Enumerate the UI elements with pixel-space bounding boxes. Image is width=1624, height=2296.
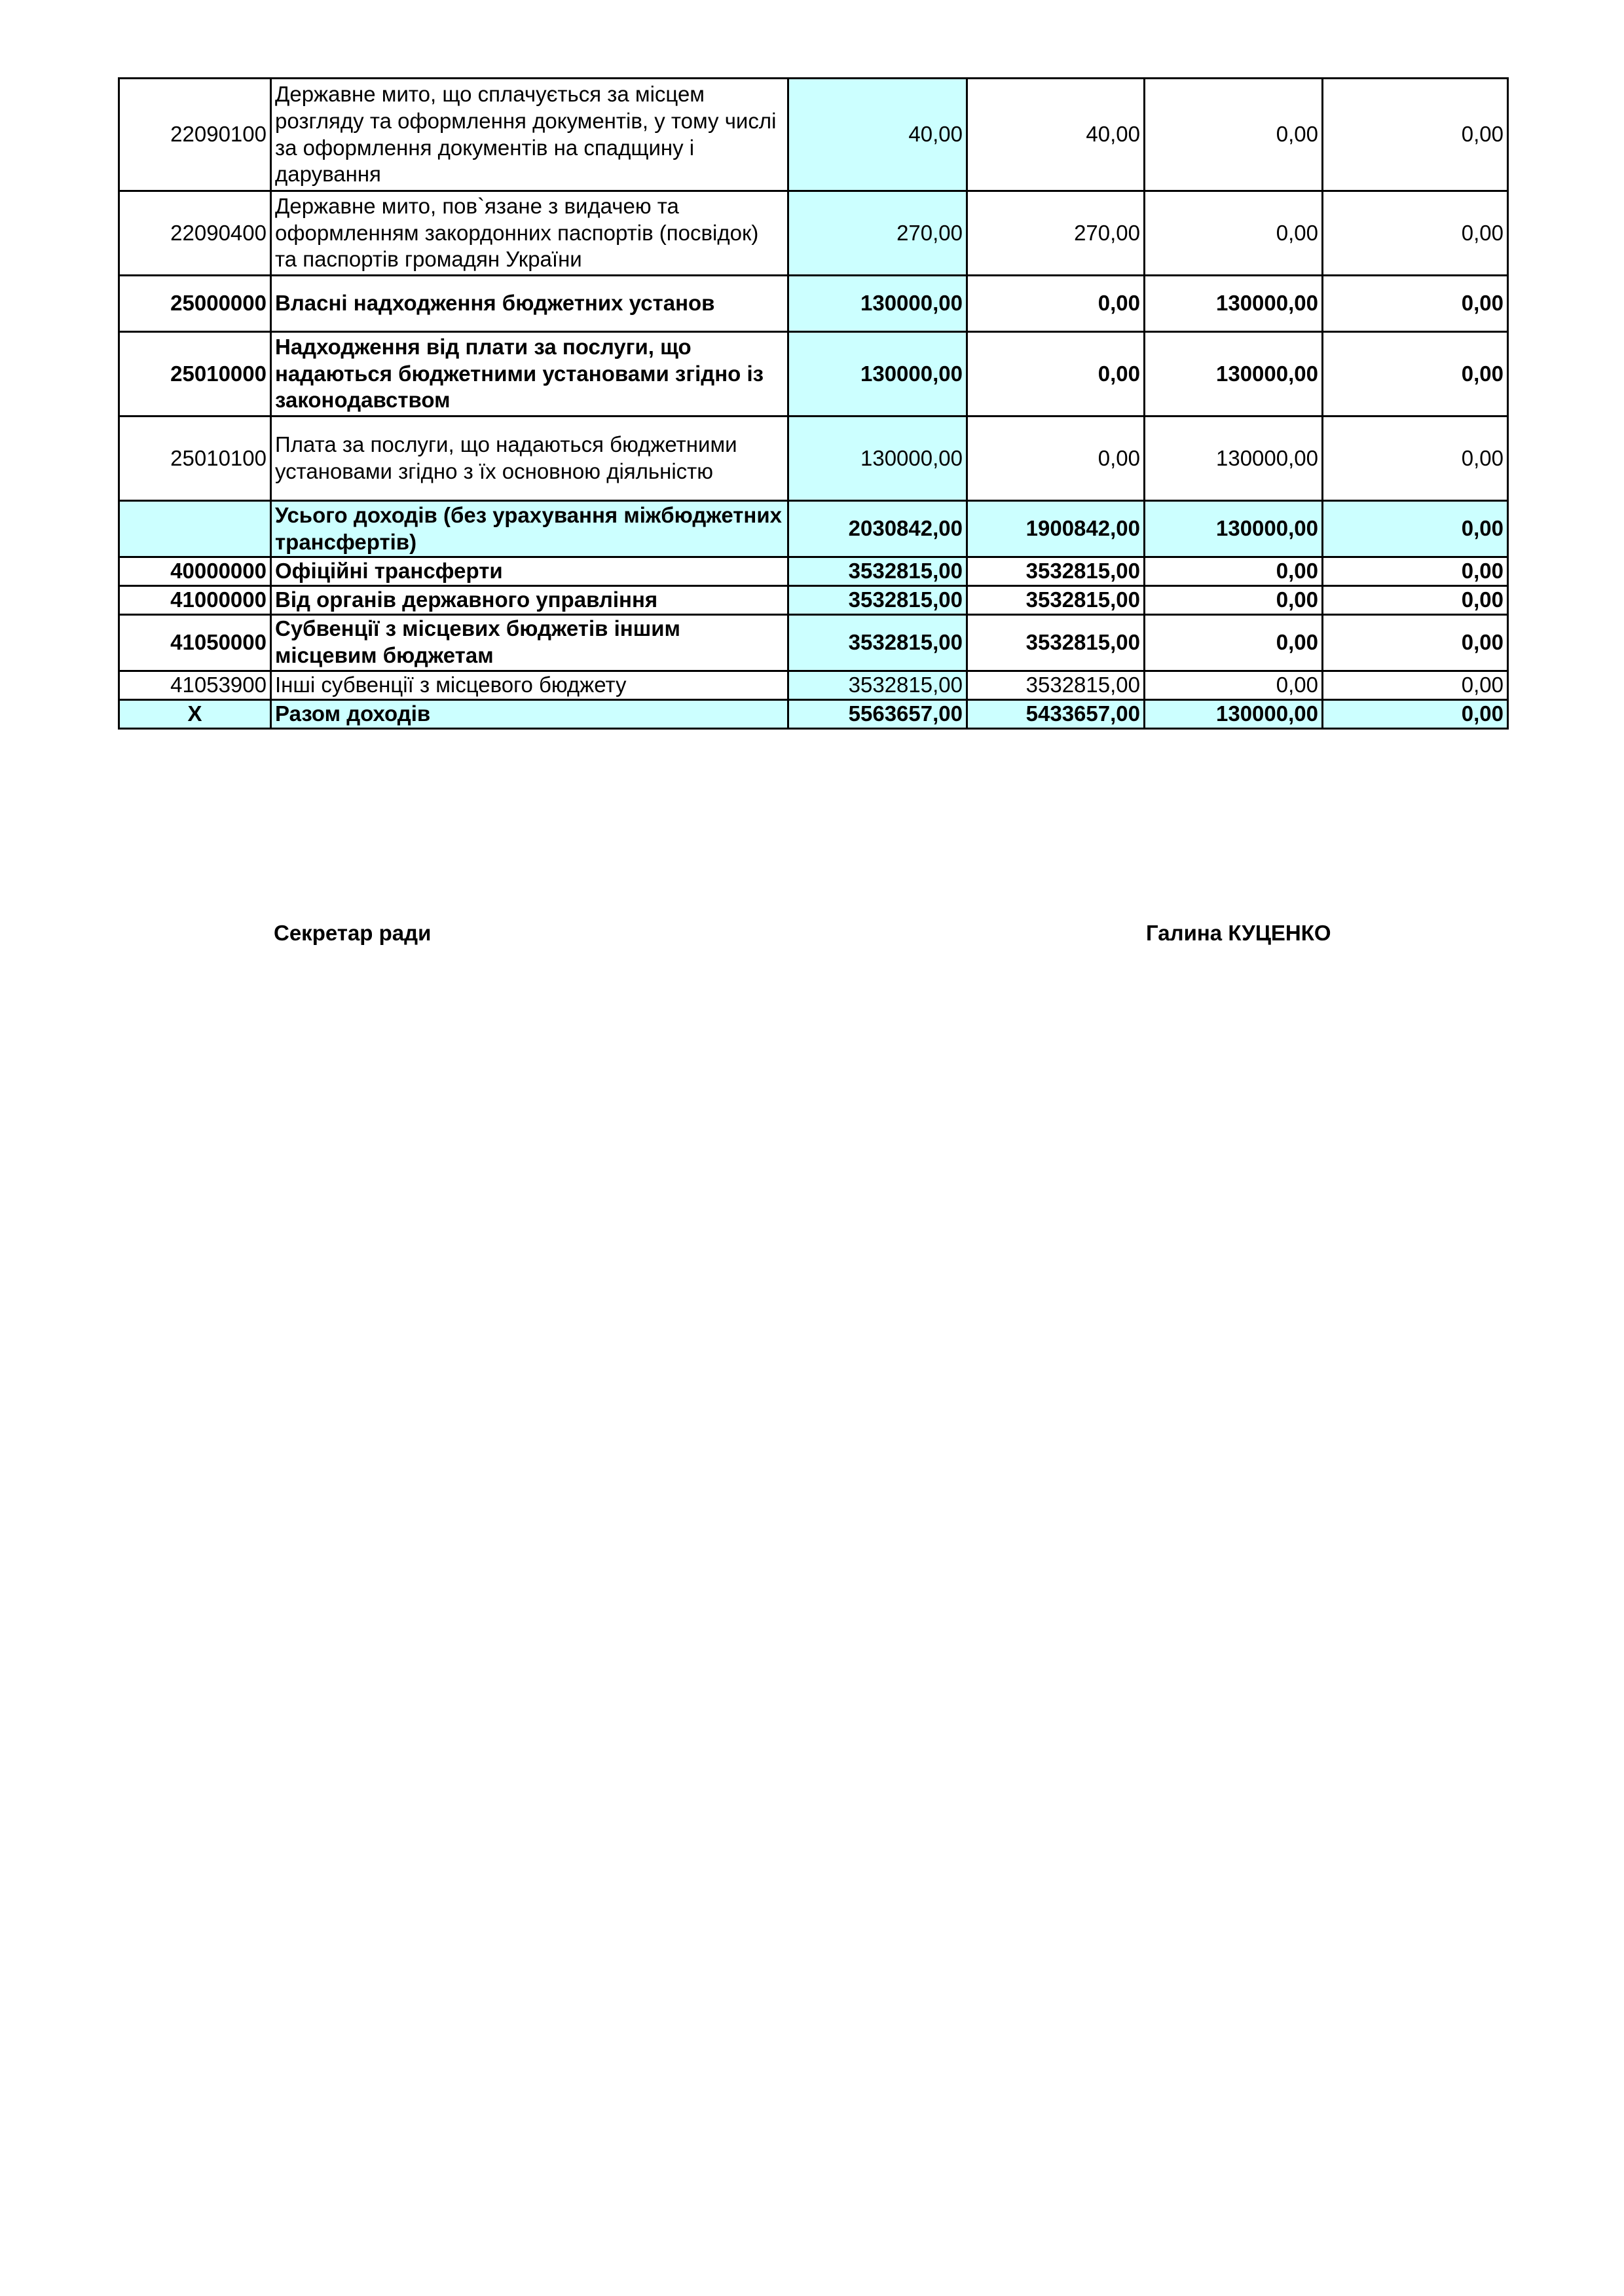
row-general-fund: 270,00 xyxy=(967,191,1145,276)
row-name: Власні надходження бюджетних установ xyxy=(271,276,788,332)
table-row xyxy=(119,557,1508,586)
row-general-fund: 3532815,00 xyxy=(967,671,1145,699)
row-total: 2030842,00 xyxy=(788,501,967,557)
row-total: 130000,00 xyxy=(788,332,967,417)
row-code: 40000000 xyxy=(119,557,271,586)
table-row xyxy=(119,332,1508,417)
table-row xyxy=(119,614,1508,671)
row-general-fund: 3532815,00 xyxy=(967,614,1145,671)
table-row xyxy=(119,585,1508,614)
table-row xyxy=(119,417,1508,501)
table-row xyxy=(119,699,1508,728)
row-development-budget: 0,00 xyxy=(1323,191,1508,276)
row-special-fund: 0,00 xyxy=(1145,585,1323,614)
table-row xyxy=(119,276,1508,332)
row-special-fund: 0,00 xyxy=(1145,79,1323,191)
table-row xyxy=(119,191,1508,276)
row-development-budget: 0,00 xyxy=(1323,557,1508,586)
row-code: 25010100 xyxy=(119,417,271,501)
row-total: 3532815,00 xyxy=(788,585,967,614)
row-special-fund: 0,00 xyxy=(1145,614,1323,671)
row-development-budget: 0,00 xyxy=(1323,276,1508,332)
row-development-budget: 0,00 xyxy=(1323,501,1508,557)
row-name: Разом доходів xyxy=(271,699,788,728)
row-development-budget: 0,00 xyxy=(1323,614,1508,671)
row-name: Плата за послуги, що надаються бюджетними установами згідно з їх основною діяльністю xyxy=(271,417,788,501)
row-special-fund: 130000,00 xyxy=(1145,699,1323,728)
row-development-budget: 0,00 xyxy=(1323,417,1508,501)
row-general-fund: 3532815,00 xyxy=(967,585,1145,614)
row-code: 41000000 xyxy=(119,585,271,614)
row-total: 130000,00 xyxy=(788,417,967,501)
row-name: Державне мито, що сплачується за місцем розгляду та оформлення документів, у тому числі за оформлення документів на спадщину і дарування xyxy=(271,79,788,191)
row-special-fund: 130000,00 xyxy=(1145,332,1323,417)
row-general-fund: 3532815,00 xyxy=(967,557,1145,586)
row-general-fund: 0,00 xyxy=(967,276,1145,332)
table-row xyxy=(119,501,1508,557)
row-code: 41053900 xyxy=(119,671,271,699)
table-row xyxy=(119,671,1508,699)
row-special-fund: 130000,00 xyxy=(1145,417,1323,501)
row-development-budget: 0,00 xyxy=(1323,585,1508,614)
row-name: Інші субвенції з місцевого бюджету xyxy=(271,671,788,699)
row-development-budget: 0,00 xyxy=(1323,671,1508,699)
revenue-table xyxy=(118,77,1509,730)
row-total: 3532815,00 xyxy=(788,671,967,699)
row-general-fund: 1900842,00 xyxy=(967,501,1145,557)
row-general-fund: 0,00 xyxy=(967,417,1145,501)
row-name: Субвенції з місцевих бюджетів іншим місцевим бюджетам xyxy=(271,614,788,671)
row-general-fund: 5433657,00 xyxy=(967,699,1145,728)
row-code: X xyxy=(119,699,271,728)
row-general-fund: 40,00 xyxy=(967,79,1145,191)
row-development-budget: 0,00 xyxy=(1323,79,1508,191)
row-special-fund: 0,00 xyxy=(1145,191,1323,276)
table-row xyxy=(119,79,1508,191)
row-code: 41050000 xyxy=(119,614,271,671)
row-total: 3532815,00 xyxy=(788,614,967,671)
signature-position: Секретар ради xyxy=(274,921,432,945)
row-name: Надходження від плати за послуги, що надаються бюджетними установами згідно із законодавством xyxy=(271,332,788,417)
signature-name: Галина КУЦЕНКО xyxy=(1146,921,1331,945)
row-code xyxy=(119,501,271,557)
row-name: Від органів державного управління xyxy=(271,585,788,614)
row-total: 40,00 xyxy=(788,79,967,191)
row-development-budget: 0,00 xyxy=(1323,332,1508,417)
row-development-budget: 0,00 xyxy=(1323,699,1508,728)
row-special-fund: 0,00 xyxy=(1145,557,1323,586)
row-total: 130000,00 xyxy=(788,276,967,332)
row-total: 3532815,00 xyxy=(788,557,967,586)
row-name: Державне мито, пов`язане з видачею та оформленням закордонних паспортів (посвідок) та паспортів громадян України xyxy=(271,191,788,276)
row-code: 22090100 xyxy=(119,79,271,191)
row-code: 25000000 xyxy=(119,276,271,332)
row-code: 22090400 xyxy=(119,191,271,276)
row-special-fund: 130000,00 xyxy=(1145,276,1323,332)
row-general-fund: 0,00 xyxy=(967,332,1145,417)
row-name: Усього доходів (без урахування міжбюджетних трансфертів) xyxy=(271,501,788,557)
row-code: 25010000 xyxy=(119,332,271,417)
row-special-fund: 0,00 xyxy=(1145,671,1323,699)
row-special-fund: 130000,00 xyxy=(1145,501,1323,557)
row-name: Офіційні трансферти xyxy=(271,557,788,586)
row-total: 5563657,00 xyxy=(788,699,967,728)
row-total: 270,00 xyxy=(788,191,967,276)
